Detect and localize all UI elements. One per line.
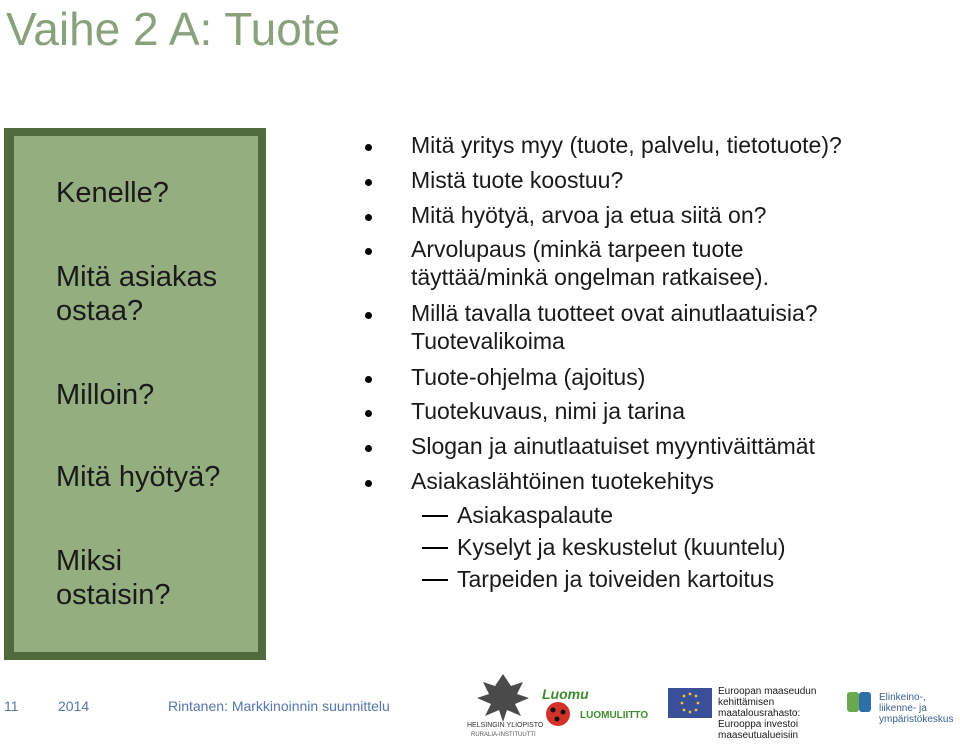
bullet-icon [365,312,372,319]
bullet-icon [365,376,372,383]
list-item-text: Mitä hyötyä, arvoa ja etua siitä on? [411,202,767,228]
list-item-text: Tuote-ohjelma (ajoitus) [411,364,646,390]
ely-text-line1: Elinkeino-, liikenne- ja [879,692,927,714]
sub-list-item-text: Kyselyt ja keskustelut (kuuntelu) [457,534,786,560]
dash-icon [422,547,448,549]
eu-text-line2: kehittämisen maatalousrahasto: [718,697,801,719]
list-item-text: Slogan ja ainutlaatuiset myyntiväittämät [411,433,815,459]
list-item-text: Arvolupaus (minkä tarpeen tuote [411,236,744,262]
ely-logo-graphic [845,688,875,716]
question-panel [4,128,266,660]
footer-author: Rintanen: Markkinoinnin suunnittelu [168,698,390,714]
bullet-icon [365,480,372,487]
helsinki-university-logo [467,672,544,742]
sub-list-item-text: Asiakaspalaute [457,502,613,528]
list-item-text: Millä tavalla tuotteet ovat ainutlaatuisia? [411,300,818,326]
luomu-text: Luomu [542,686,589,702]
bullet-icon [365,410,372,417]
bullet-icon [365,214,372,221]
ely-logo [845,688,875,716]
list-item-text: Mitä yritys myy (tuote, palvelu, tietotuote)? [411,132,842,158]
list-item-text: Tuotekuvaus, nimi ja tarina [411,398,686,424]
question-kenelle: Kenelle? [56,177,169,209]
page-number: 11 [4,698,19,714]
question-panel-inner [14,136,258,652]
dash-icon [422,579,448,581]
question-milloin: Milloin? [56,379,155,411]
bullet-icon [365,445,372,452]
ely-text-line2: ympäristökeskus [879,714,954,725]
question-mita-hyotya: Mitä hyötyä? [56,461,221,493]
bullet-icon [365,144,372,151]
ely-text [879,692,960,725]
list-item-text: Asiakaslähtöinen tuotekehitys [411,468,715,494]
luomuliitto-text: LUOMULIITTO [580,710,649,721]
eu-stars-icon [668,688,712,718]
page-title: Vaihe 2 A: Tuote [6,3,341,55]
footer-year: 2014 [58,698,90,714]
sub-list-item-text: Tarpeiden ja toiveiden kartoitus [457,566,775,592]
question-miksi-ostaisin-line2: ostaisin? [56,579,171,611]
ruralia-text: RURALIA-INSTITUUTTI [471,732,536,738]
list-item-text-continued: täyttää/minkä ongelman ratkaisee). [411,264,769,290]
dash-icon [422,515,448,517]
question-mita-asiakas-ostaa-line1: Mitä asiakas [56,261,218,293]
eu-text-line1: Euroopan maaseudun [718,686,817,697]
helsinki-university-text: HELSINGIN YLIOPISTO [467,722,544,729]
question-mita-asiakas-ostaa-line2: ostaa? [56,295,144,327]
bullet-icon [365,179,372,186]
eu-fund-text [718,686,846,741]
eu-text-line3: Eurooppa investoi maaseutualueisiin [718,719,799,741]
luomu-logo [538,688,656,732]
eu-flag-icon [668,688,712,718]
list-item-text-continued: Tuotevalikoima [411,328,565,354]
list-item-text: Mistä tuote koostuu? [411,167,624,193]
bullet-icon [365,248,372,255]
question-miksi-ostaisin-line1: Miksi [56,545,123,577]
